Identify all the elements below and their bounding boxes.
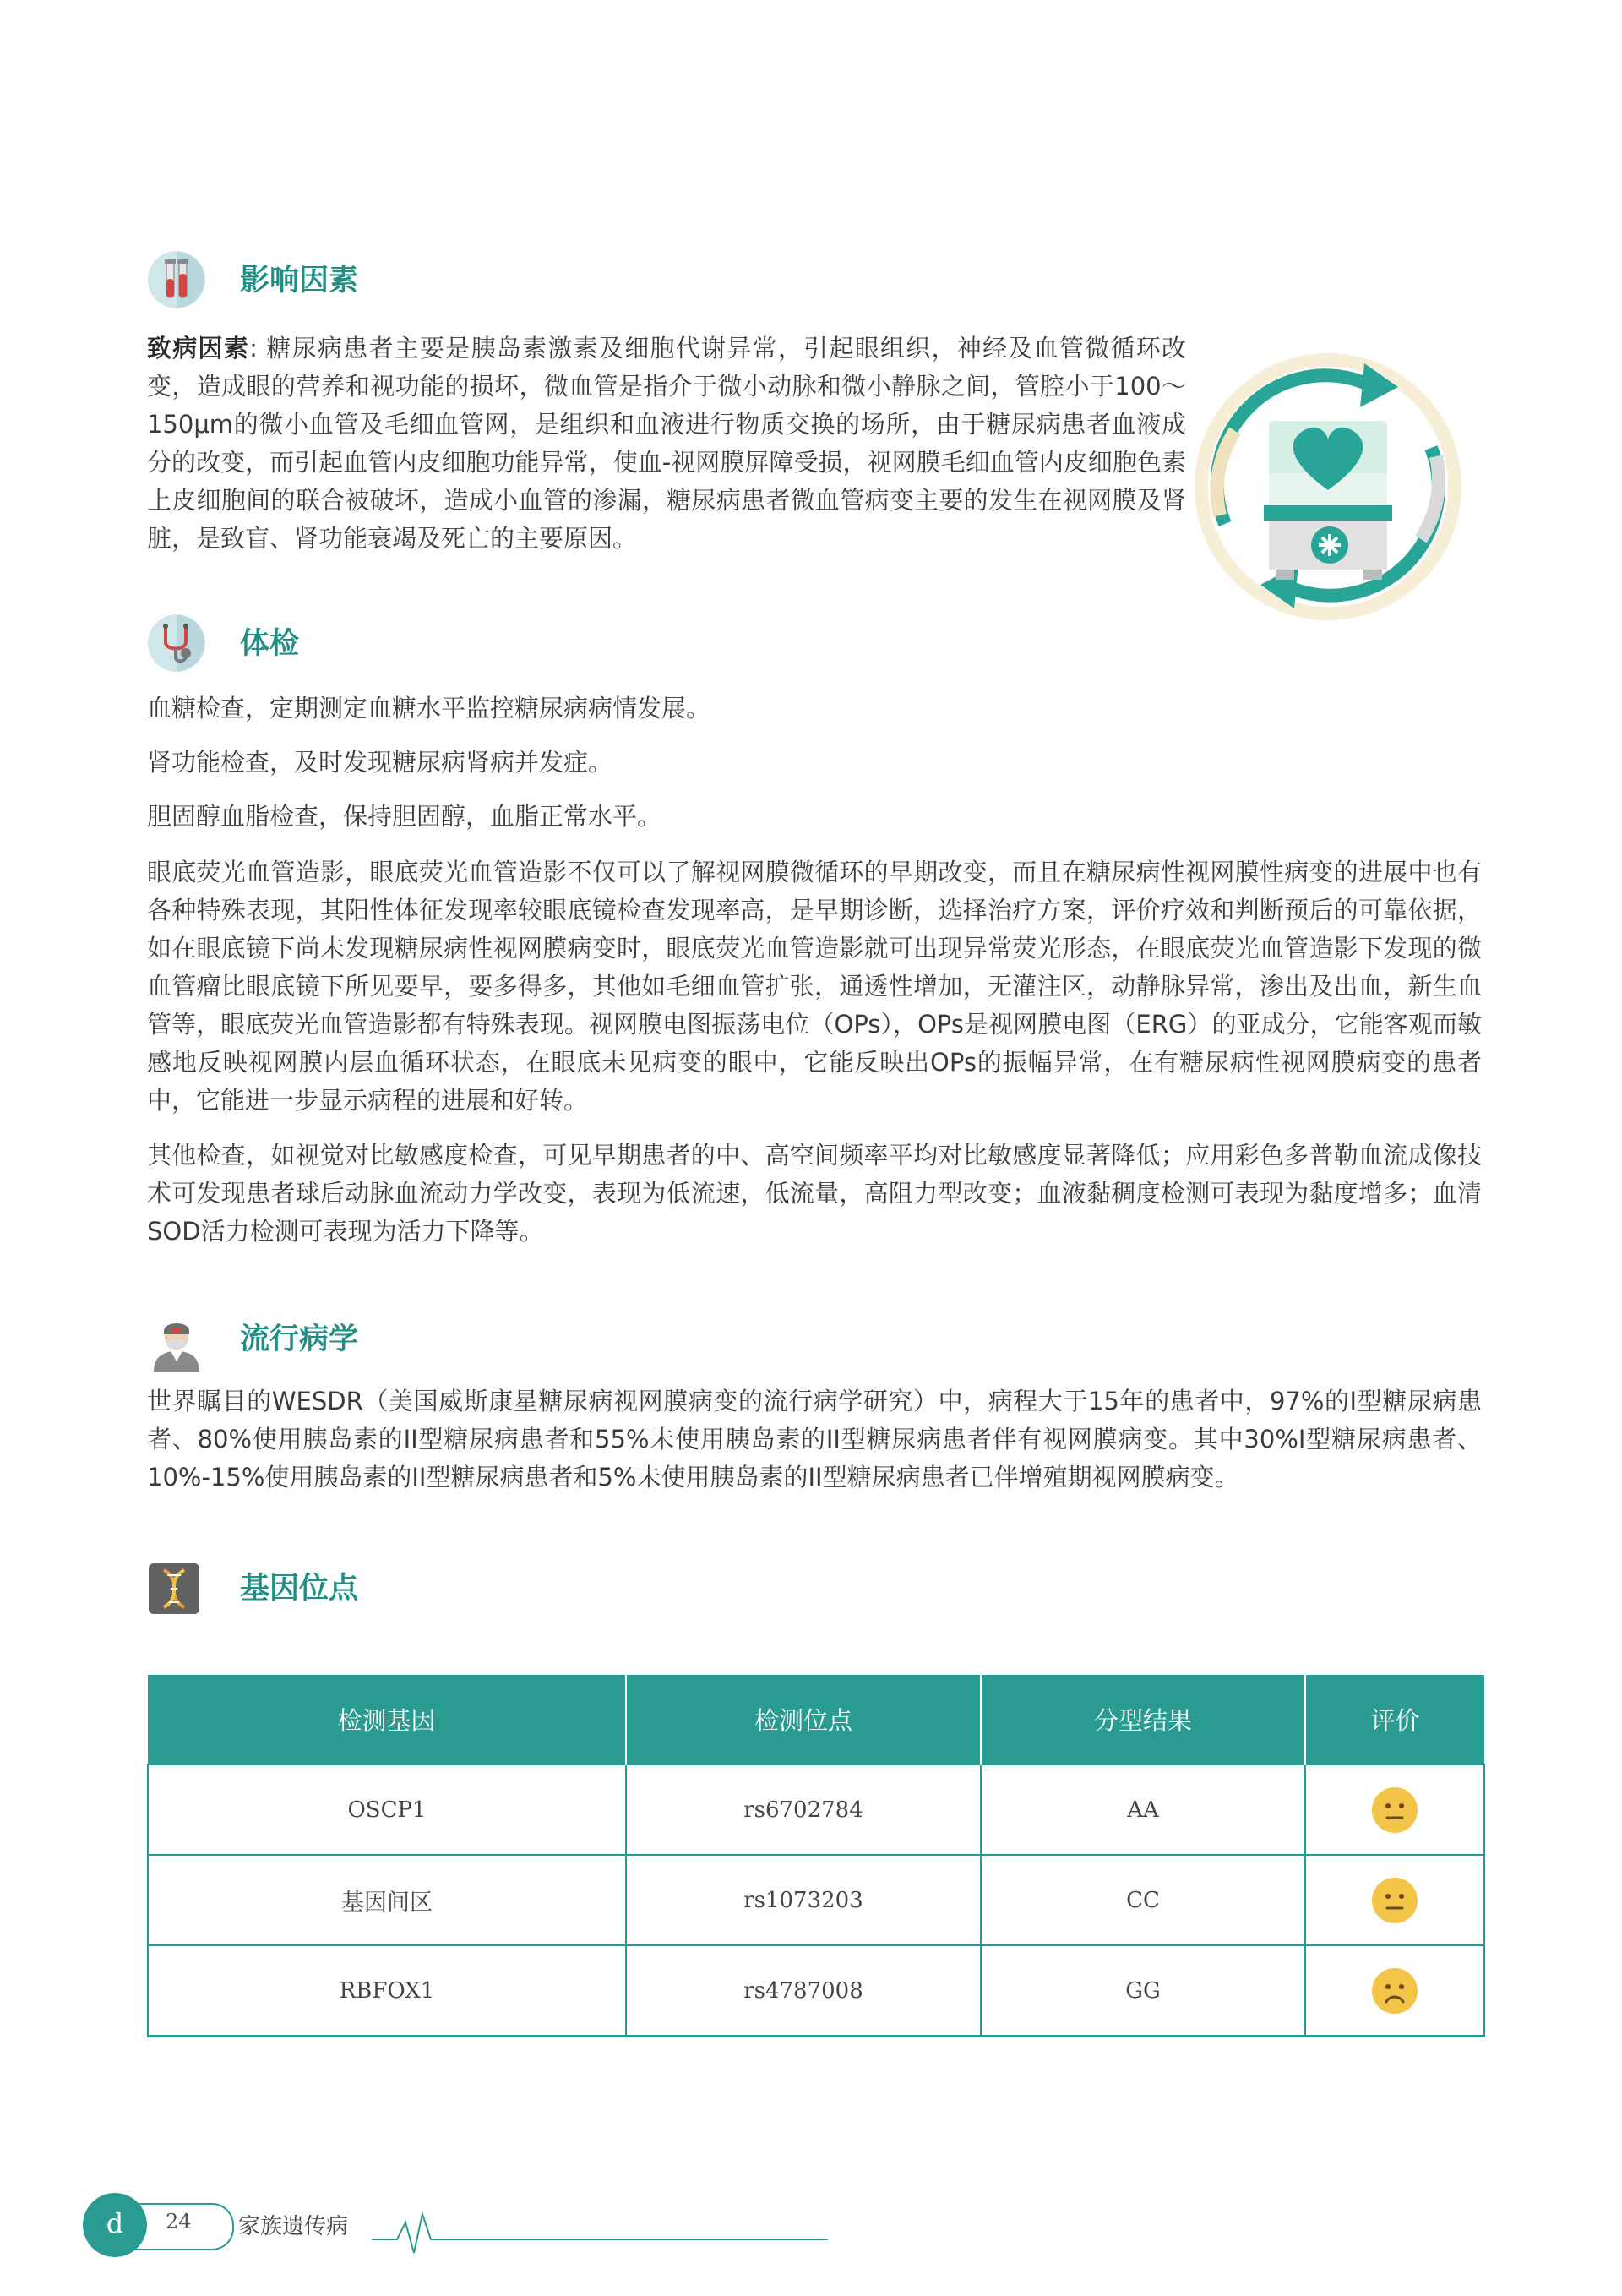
rating-cell xyxy=(1305,1945,1484,2037)
dna-icon xyxy=(149,1563,199,1614)
gene-cell: OSCP1 xyxy=(148,1764,626,1855)
footer-badge: d xyxy=(83,2193,147,2257)
column-header: 分型结果 xyxy=(981,1675,1305,1764)
column-header: 检测基因 xyxy=(148,1675,626,1764)
exam-paragraph-4: 眼底荧光血管造影，眼底荧光血管造影不仅可以了解视网膜微循环的早期改变，而且在糖尿病性视网膜性病变的进展中也有各种特殊表现，其阳性体征发现率较眼底镜检查发现率高，是早期诊断，选择治疗方案，评价疗效和判断预后的可靠依据，如在眼底镜下尚未发现糖尿病性视网膜病变时，眼底荧光血管造影就可出现异常荧光形态，在眼底荧光血管造影下发现的微血管瘤比眼底镜下所见要早，要多得多，其他如毛细血管扩张，通透性增加，无灌注区，动静脉异常，渗出及出血，新生血管等，眼底荧光血管造影都有特殊表现。视网膜电图振荡电位（OPs），OPs是视网膜电图（ERG）的亚成分，它能客观而敏感地反映视网膜内层血循环状态，在眼底未见病变的眼中，它能反映出OPs的振幅异常，在有糖尿病性视网膜病变的患者中，它能进一步显示病程的进展和好转。 xyxy=(147,858,1482,1115)
test-tube-icon xyxy=(147,250,206,309)
neutral-face-icon xyxy=(1371,1786,1418,1834)
doctor-icon xyxy=(147,1314,206,1373)
gene-cell: RBFOX1 xyxy=(148,1945,626,2037)
site-cell: rs1073203 xyxy=(626,1855,981,1945)
site-cell: rs6702784 xyxy=(626,1764,981,1855)
exam-paragraph-5: 其他检查，如视觉对比敏感度检查，可见早期患者的中、高空间频率平均对比敏感度显著降低；应用彩色多普勒血流成像技术可发现患者球后动脉血流动力学改变，表现为低流速，低流量，高阻力型改变；血液黏稠度检测可表现为黏度增多；血清SOD活力检测可表现为活力下降等。 xyxy=(147,1141,1482,1246)
section-title-factors: 影响因素 xyxy=(240,264,359,297)
gene-cell: 基因间区 xyxy=(148,1855,626,1945)
genotype-cell: GG xyxy=(981,1945,1305,2037)
footer-title: 家族遗传病 xyxy=(238,2214,349,2239)
section-title-genes: 基因位点 xyxy=(240,1572,359,1606)
epidemiology-paragraph: 世界瞩目的WESDR（美国威斯康星糖尿病视网膜病变的流行病学研究）中，病程大于15年的患者中，97%的I型糖尿病患者、80%使用胰岛素的II型糖尿病患者和55%未使用胰岛素的II型糖尿病患者伴有视网膜病变。其中30%I型糖尿病患者、10%-15%使用胰岛素的II型糖尿病患者和5%未使用胰岛素的II型糖尿病患者已伴增殖期视网膜病变。 xyxy=(147,1387,1482,1492)
neutral-face-icon xyxy=(1371,1877,1418,1924)
section-title-exam: 体检 xyxy=(240,627,300,661)
table-header-row xyxy=(148,1675,1484,1764)
exam-paragraph-1: 血糖检查，定期测定血糖水平监控糖尿病病情发展。 xyxy=(147,694,711,723)
factors-lead: 致病因素 xyxy=(147,334,250,363)
gene-table xyxy=(147,1675,1485,2037)
factors-body: : 糖尿病患者主要是胰岛素激素及细胞代谢异常，引起眼组织，神经及血管微循环改变，造成眼的营养和视功能的损坏，微血管是指介于微小动脉和微小静脉之间，管腔小于100～150μm的微小血管及毛细血管网，是组织和血液进行物质交换的场所，由于糖尿病患者血液成分的改变，而引起血管内皮细胞功能异常，使血-视网膜屏障受损，视网膜毛细血管内皮细胞色素上皮细胞间的联合被破坏，造成小血管的渗漏，糖尿病患者微血管病变主要的发生在视网膜及肾脏，是致盲、肾功能衰竭及死亡的主要原因。 xyxy=(147,334,1186,553)
sad-face-icon xyxy=(1371,1967,1418,2015)
table-row xyxy=(148,1764,1484,1855)
stethoscope-icon xyxy=(147,614,206,673)
table-row xyxy=(148,1945,1484,2037)
genotype-cell: CC xyxy=(981,1855,1305,1945)
heartbeat-line-icon xyxy=(372,2197,828,2256)
factors-paragraph xyxy=(147,330,1186,558)
rating-cell xyxy=(1305,1855,1484,1945)
exam-paragraph-3: 胆固醇血脂检查，保持胆固醇，血脂正常水平。 xyxy=(147,802,662,831)
section-title-epidemiology: 流行病学 xyxy=(240,1323,359,1356)
column-header: 检测位点 xyxy=(626,1675,981,1764)
heart-monitor-illustration xyxy=(1191,346,1461,625)
rating-cell xyxy=(1305,1764,1484,1855)
page-number: 24 xyxy=(166,2210,192,2233)
genotype-cell: AA xyxy=(981,1764,1305,1855)
column-header: 评价 xyxy=(1305,1675,1484,1764)
site-cell: rs4787008 xyxy=(626,1945,981,2037)
exam-paragraph-2: 肾功能检查，及时发现糖尿病肾病并发症。 xyxy=(147,748,613,777)
table-row xyxy=(148,1855,1484,1945)
